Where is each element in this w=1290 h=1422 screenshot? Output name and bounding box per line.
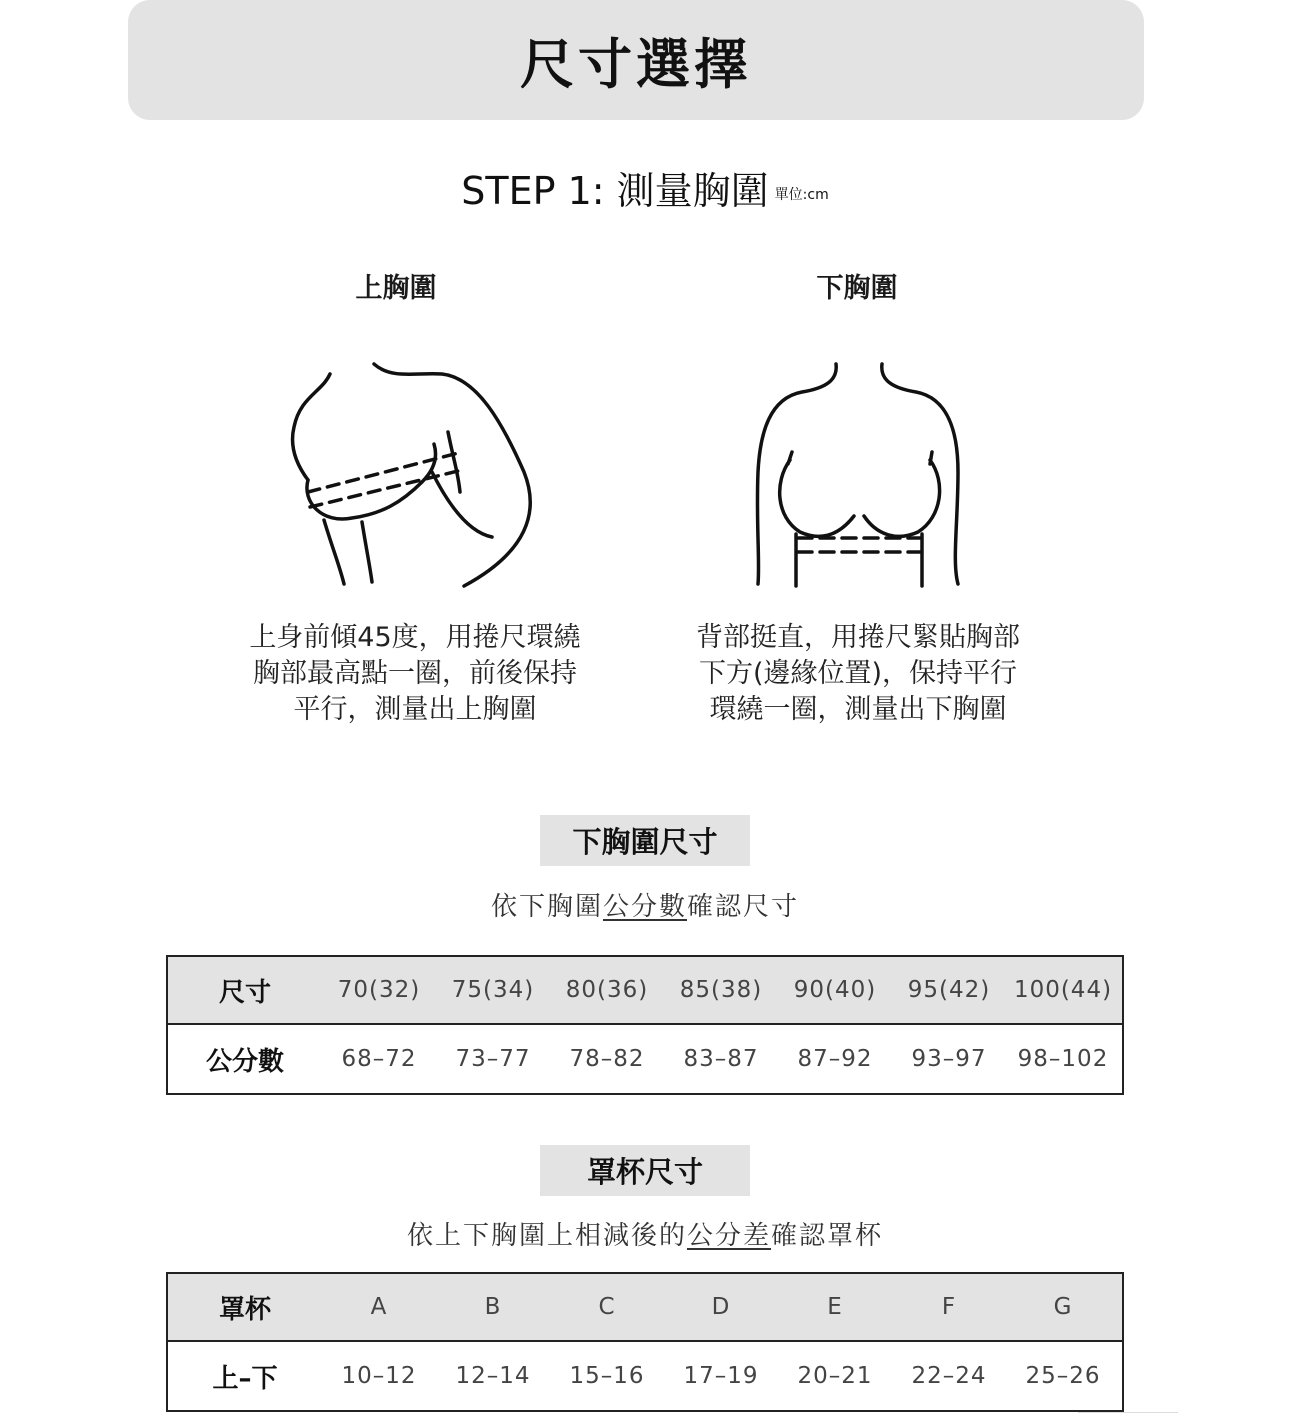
table-cell: 12–14 [455,1363,531,1389]
table-row [168,1025,1122,1093]
table-cell: 20–21 [797,1363,873,1389]
row-label: 上–下 [212,1363,278,1394]
table-cell: 70(32) [337,977,421,1003]
cup-size-badge: 罩杯尺寸 [540,1145,750,1196]
header-bar [128,0,1144,120]
note-text: 確認罩杯 [771,1221,884,1251]
instruction-line: 上身前傾45度，用捲尺環繞 [249,622,581,653]
table-cell: F [941,1294,957,1320]
note-underlined: 公分差 [686,1221,771,1251]
row-label: 公分數 [205,1046,284,1077]
instruction-line: 胸部最高點一圈，前後保持 [253,658,577,689]
note-text: 確認尺寸 [687,892,800,922]
under-bust-illustration [730,352,1010,592]
upper-bust-label: 上胸圍 [355,273,437,304]
table-cell: 73–77 [455,1046,531,1072]
note-text: 依上下胸圍上相減後的 [406,1221,687,1251]
row-label: 罩杯 [218,1294,271,1325]
instruction-line: 平行，測量出上胸圍 [293,694,537,725]
table-cell: 80(36) [565,977,649,1003]
table-cell: 10–12 [341,1363,417,1389]
step-title [0,160,1290,215]
table-cell: 90(40) [793,977,877,1003]
under-bust-label: 下胸圍 [816,273,898,304]
table-header-row [168,1274,1122,1342]
table-cell: 25–26 [1025,1363,1101,1389]
table-cell: 15–16 [569,1363,645,1389]
table-cell: 93–97 [911,1046,987,1072]
table-cell: 85(38) [679,977,763,1003]
table-cell: 95(42) [907,977,991,1003]
cup-size-table [166,1272,1124,1412]
table-cell: G [1053,1294,1073,1320]
table-cell: A [370,1294,388,1320]
under-bust-instructions [648,620,1068,728]
note-text: 依下胸圍 [490,892,603,922]
instruction-line: 環繞一圈，測量出下胸圍 [709,694,1007,725]
table-row [168,1342,1122,1410]
step-heading: STEP 1: 測量胸圍 [461,169,769,213]
unit-note: 單位:cm [774,186,829,203]
cup-size-note [0,1215,1290,1252]
table-cell: 22–24 [911,1363,987,1389]
corner-divider [1078,1412,1178,1422]
table-cell: C [598,1294,616,1320]
table-cell: 78–82 [569,1046,645,1072]
table-cell: B [484,1294,502,1320]
upper-bust-instructions [205,620,625,728]
table-cell: 75(34) [451,977,535,1003]
instruction-line: 下方(邊緣位置)，保持平行 [698,658,1018,689]
upper-bust-illustration [272,352,552,592]
page-title: 尺寸選擇 [520,32,752,96]
table-cell: 87–92 [797,1046,873,1072]
band-size-table [166,955,1124,1095]
table-cell: 100(44) [1013,977,1113,1003]
table-cell: 68–72 [341,1046,417,1072]
band-size-badge: 下胸圍尺寸 [540,815,750,866]
instruction-line: 背部挺直，用捲尺緊貼胸部 [696,622,1020,653]
table-cell: D [711,1294,731,1320]
note-underlined: 公分數 [602,892,687,922]
table-cell: 83–87 [683,1046,759,1072]
table-header-row [168,957,1122,1025]
row-label: 尺寸 [218,977,271,1008]
table-cell: 98–102 [1017,1046,1109,1072]
table-cell: E [827,1294,843,1320]
table-cell: 17–19 [683,1363,759,1389]
band-size-note [0,886,1290,923]
